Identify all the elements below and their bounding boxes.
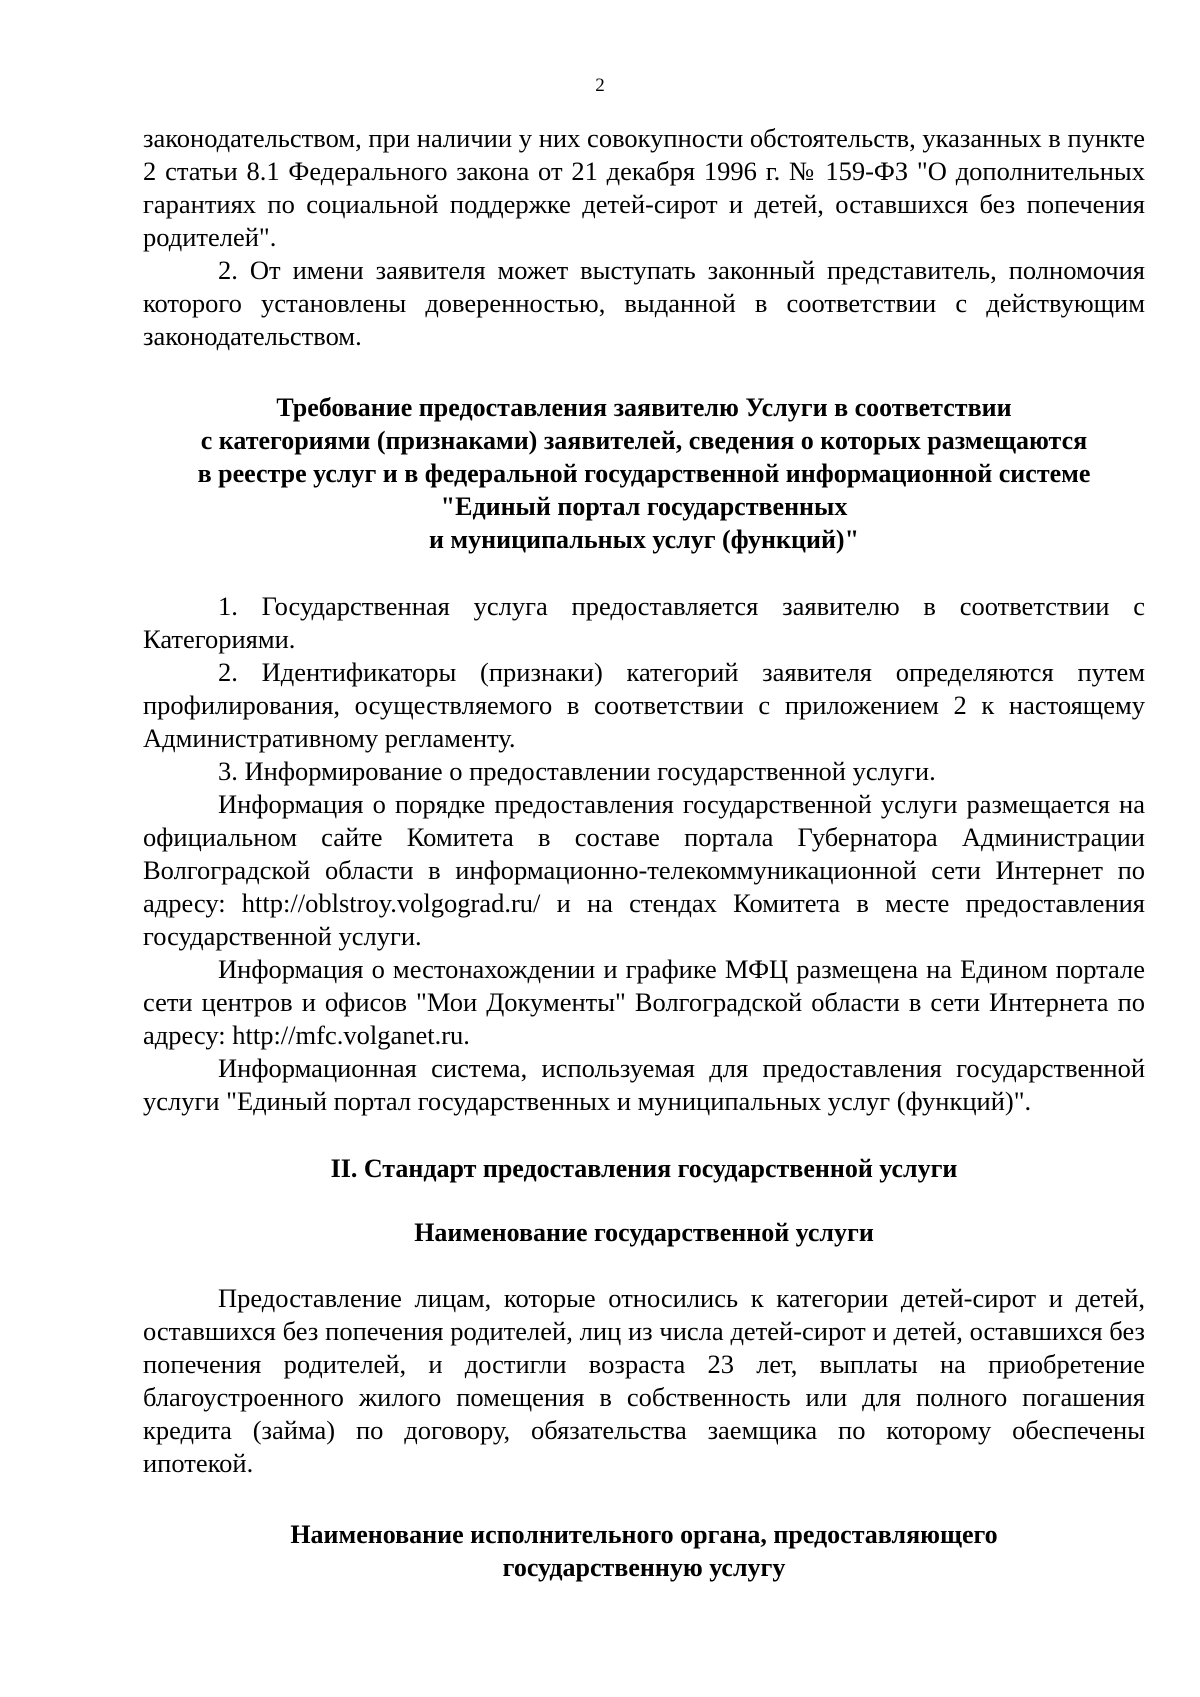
heading-requirement-line: в реестре услуг и в федеральной государственной информационной системе [197, 459, 1091, 488]
subheading-executive-organ [143, 1518, 1145, 1584]
document-body [143, 122, 1145, 1584]
page-number: 2 [595, 75, 605, 96]
paragraph-info-system: Информационная система, используемая для предоставления государственной услуги "Единый портал государственных и муниципальных услуг (функций)". [143, 1053, 1145, 1116]
paragraph-continuation: законодательством, при наличии у них совокупности обстоятельств, указанных в пункте 2 статьи 8.1 Федерального закона от 21 декабря 1996 г. № 159-ФЗ "О дополнительных гарантиях по социальной поддержке детей-сирот и детей, оставшихся без попечения родителей". [143, 123, 1145, 252]
paragraph-representative: 2. От имени заявителя может выступать законный представитель, полномочия которого установлены доверенностью, выданной в соответствии с действующим законодательством. [143, 255, 1145, 351]
paragraph-informing: 3. Информирование о предоставлении государственной услуги. [218, 756, 936, 786]
paragraph-info-website: Информация о порядке предоставления государственной услуги размещается на официальном сайте Комитета в составе портала Губернатора Администрации Волгоградской области в информационно-телекоммуникационной сети Интернет по адресу: http://oblstroy.volgograd.ru/ и на стендах Комитета в месте предоставления государственной услуги. [143, 789, 1145, 951]
subheading-organ-line: государственную услугу [502, 1553, 786, 1582]
paragraph-service-name: Предоставление лицам, которые относились к категории детей-сирот и детей, оставшихся без попечения родителей, лиц из числа детей-сирот и детей, оставшихся без попечения родителей, и достигли возраста 23 лет, выплаты на приобретение благоустроенного жилого помещения в собственность или для полного погашения кредита (займа) по договору, обязательства заемщика по которому обеспечены ипотекой. [143, 1283, 1145, 1478]
heading-requirement-line: с категориями (признаками) заявителей, сведения о которых размещаются [200, 426, 1088, 455]
paragraph-info-mfc: Информация о местонахождении и графике МФЦ размещена на Едином портале сети центров и офисов "Мои Документы" Волгоградской области в сети Интернета по адресу: http://mfc.volganet.ru. [143, 954, 1145, 1050]
heading-requirement-line: "Единый портал государственных [440, 492, 848, 521]
subheading-service-name: Наименование государственной услуги [414, 1218, 874, 1247]
heading-requirement [143, 391, 1145, 556]
heading-requirement-line: и муниципальных услуг (функций)" [428, 525, 860, 554]
section-title: II. Стандарт предоставления государственной услуги [330, 1154, 958, 1183]
paragraph-identifiers: 2. Идентификаторы (признаки) категорий заявителя определяются путем профилирования, осуществляемого в соответствии с приложением 2 к настоящему Административному регламенту. [143, 657, 1145, 753]
heading-requirement-line: Требование предоставления заявителю Услуги в соответствии [276, 393, 1012, 422]
subheading-organ-line: Наименование исполнительного органа, предоставляющего [290, 1520, 998, 1549]
paragraph-service-categories: 1. Государственная услуга предоставляется заявителю в соответствии с Категориями. [143, 591, 1145, 654]
